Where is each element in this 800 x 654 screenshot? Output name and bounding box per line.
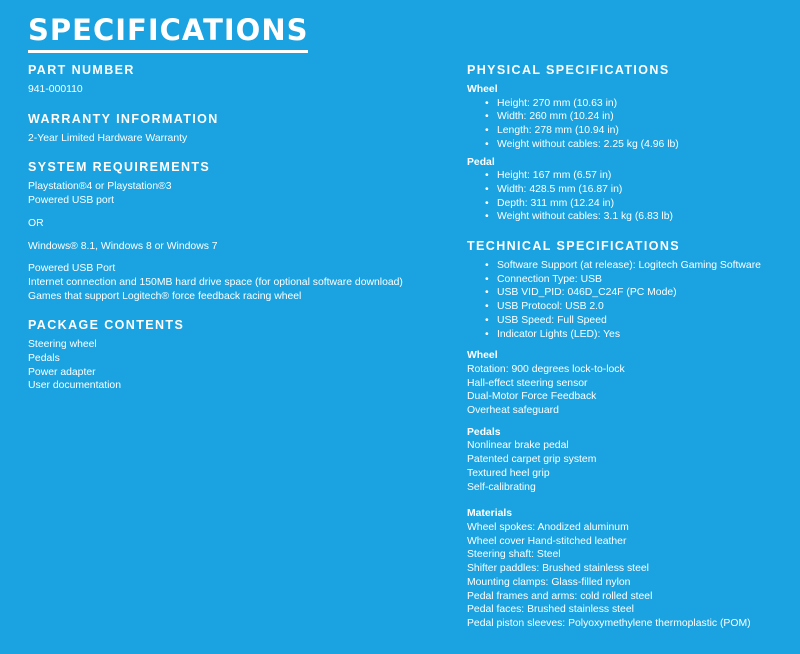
materials-line: Wheel cover Hand-stitched leather: [467, 535, 627, 547]
sysreq-line: Playstation®4 or Playstation®3: [28, 181, 172, 193]
tech-pedals-line: Patented carpet grip system: [467, 454, 597, 466]
materials-line: Wheel spokes: Anodized aluminum: [467, 521, 629, 533]
physical-wheel-label: Wheel: [467, 84, 498, 95]
tech-pedals-line: Textured heel grip: [467, 467, 550, 479]
list-item: • Weight without cables: 2.25 kg (4.96 lb): [485, 138, 787, 152]
sysreq-line: Games that support Logitech® force feedback racing wheel: [28, 290, 302, 302]
tech-wheel-line: Hall-effect steering sensor: [467, 377, 588, 389]
technical-list: [467, 259, 787, 341]
tech-pedals-line: Nonlinear brake pedal: [467, 440, 569, 452]
list-item: • Height: 270 mm (10.63 in): [485, 97, 787, 111]
materials-line: Steering shaft: Steel: [467, 549, 561, 561]
technical-pedals-label: Pedals: [467, 426, 501, 438]
tech-wheel-line: Rotation: 900 degrees lock-to-lock: [467, 363, 625, 375]
physical-pedal-list: [467, 169, 787, 224]
list-item: • Width: 428.5 mm (16.87 in): [485, 183, 787, 197]
list-item: • Length: 278 mm (10.94 in): [485, 124, 787, 138]
list-item: • Weight without cables: 3.1 kg (6.83 lb): [485, 210, 787, 224]
package-contents-heading: PACKAGE CONTENTS: [28, 318, 185, 333]
list-item: • Height: 167 mm (6.57 in): [485, 169, 787, 183]
list-item: • USB Speed: Full Speed: [485, 314, 787, 328]
right-column: [467, 62, 787, 631]
physical-pedal-label: Pedal: [467, 156, 495, 168]
list-item: • USB Protocol: USB 2.0: [485, 300, 787, 314]
package-item: Pedals: [28, 353, 60, 365]
sysreq-line: Powered USB port: [28, 195, 115, 207]
materials-line: Pedal piston sleeves: Polyoxymethylene thermoplastic (POM): [467, 617, 751, 629]
package-item: Steering wheel: [28, 339, 97, 351]
list-item: • USB VID_PID: 046D_C24F (PC Mode): [485, 286, 787, 300]
list-item: • Depth: 311 mm (12.24 in): [485, 197, 787, 211]
page-title: SPECIFICATIONS: [28, 12, 308, 53]
list-item: • Connection Type: USB: [485, 273, 787, 287]
sysreq-line: Internet connection and 150MB hard drive space (for optional software download): [28, 276, 403, 288]
physical-specs-heading: PHYSICAL SPECIFICATIONS: [467, 63, 670, 77]
materials-line: Pedal faces: Brushed stainless steel: [467, 604, 634, 616]
left-column: [28, 62, 448, 393]
physical-wheel-list: [467, 97, 787, 152]
materials-line: Mounting clamps: Glass-filled nylon: [467, 576, 631, 588]
technical-materials-label: Materials: [467, 508, 513, 520]
sysreq-or: OR: [28, 217, 44, 229]
tech-wheel-line: Overheat safeguard: [467, 405, 559, 417]
materials-line: Pedal frames and arms: cold rolled steel: [467, 590, 653, 602]
part-number-heading: PART NUMBER: [28, 63, 135, 77]
tech-pedals-line: Self-calibrating: [467, 481, 536, 493]
part-number-value: 941-000110: [28, 84, 83, 95]
tech-wheel-line: Dual-Motor Force Feedback: [467, 391, 597, 403]
materials-line: Shifter paddles: Brushed stainless steel: [467, 563, 649, 575]
warranty-value: 2-Year Limited Hardware Warranty: [28, 132, 188, 144]
list-item: • Width: 260 mm (10.24 in): [485, 110, 787, 124]
system-requirements-heading: SYSTEM REQUIREMENTS: [28, 160, 211, 175]
package-item: User documentation: [28, 380, 121, 392]
sysreq-windows: Windows® 8.1, Windows 8 or Windows 7: [28, 240, 218, 252]
list-item: • Indicator Lights (LED): Yes: [485, 328, 787, 342]
sysreq-line: Powered USB Port: [28, 263, 116, 275]
warranty-heading: WARRANTY INFORMATION: [28, 111, 219, 126]
technical-wheel-label: Wheel: [467, 350, 498, 362]
package-item: Power adapter: [28, 366, 96, 378]
technical-specs-heading: TECHNICAL SPECIFICATIONS: [467, 239, 681, 254]
list-item: • Software Support (at release): Logitech Gaming Software: [485, 259, 787, 273]
